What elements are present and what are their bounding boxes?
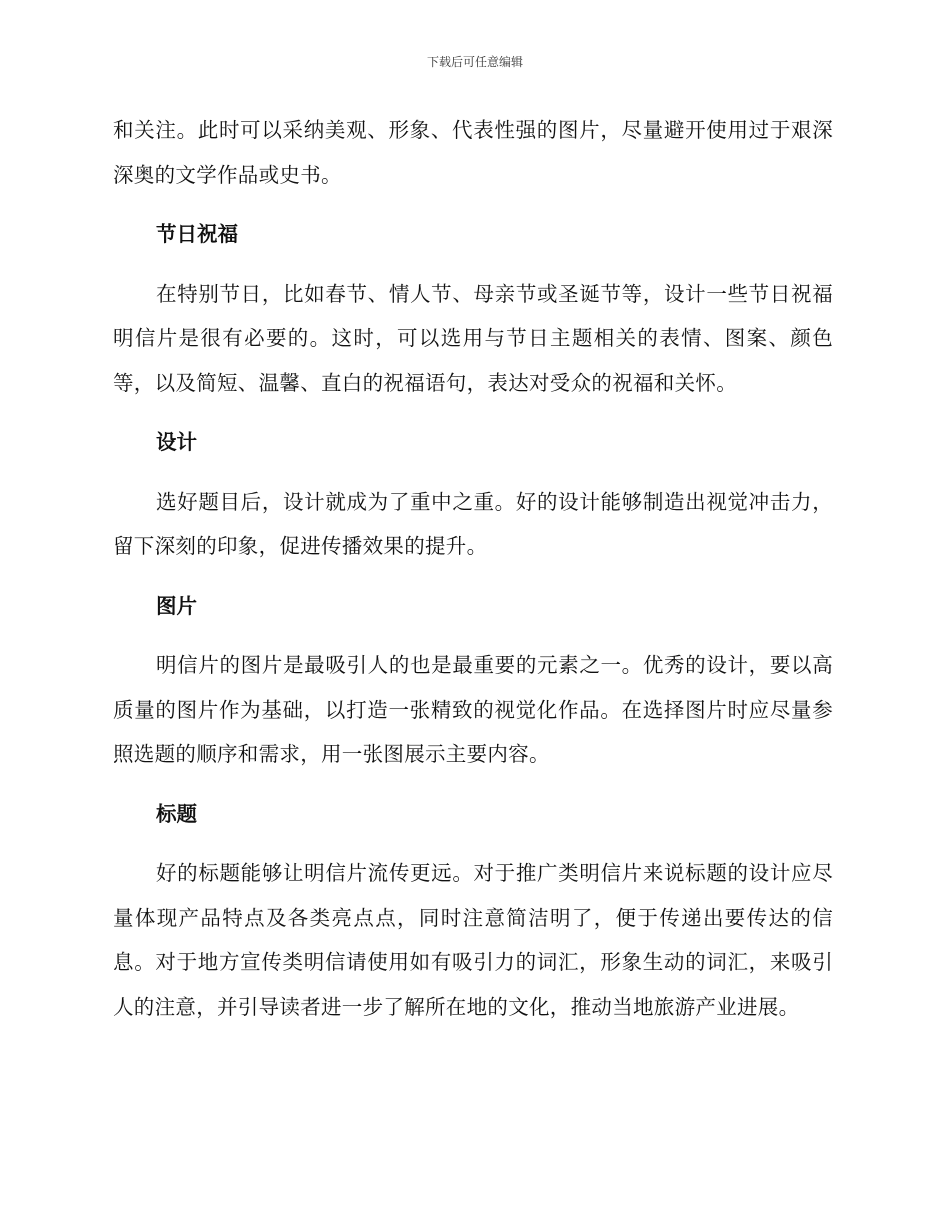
section-heading-images: 图片 <box>156 593 197 618</box>
paragraph-images: 明信片的图片是最吸引人的也是最重要的元素之一。优秀的设计，要以高质量的图片作为基础，以打造一张精致的视觉化作品。在选择图片时应尽量参照选题的顺序和需求，用一张图展示主要内容。 <box>113 653 833 766</box>
page-header-note: 下载后可任意编辑 <box>426 55 523 69</box>
document-body <box>113 108 833 1029</box>
section-heading-title: 标题 <box>156 801 197 826</box>
paragraph-holiday-greetings: 在特别节日，比如春节、情人节、母亲节或圣诞节等，设计一些节日祝福明信片是很有必要的。这时，可以选用与节日主题相关的表情、图案、颜色等，以及简短、温馨、直白的祝福语句，表达对受众的祝福和关怀。 <box>113 281 833 395</box>
section-heading-design: 设计 <box>156 430 197 454</box>
paragraph-intro-continuation: 和关注。此时可以采纳美观、形象、代表性强的图片，尽量避开使用过于艰深深奥的文学作品或史书。 <box>113 118 833 187</box>
paragraph-title: 好的标题能够让明信片流传更远。对于推广类明信片来说标题的设计应尽量体现产品特点及各类亮点点，同时注意简洁明了，便于传递出要传达的信息。对于地方宣传类明信请使用如有吸引力的词汇，形象生动的词汇，来吸引人的注意，并引导读者进一步了解所在地的文化，推动当地旅游产业进展。 <box>113 861 833 1019</box>
paragraph-design: 选好题目后，设计就成为了重中之重。好的设计能够制造出视觉冲击力，留下深刻的印象，促进传播效果的提升。 <box>113 489 833 558</box>
section-heading-holiday-greetings: 节日祝福 <box>156 222 238 246</box>
